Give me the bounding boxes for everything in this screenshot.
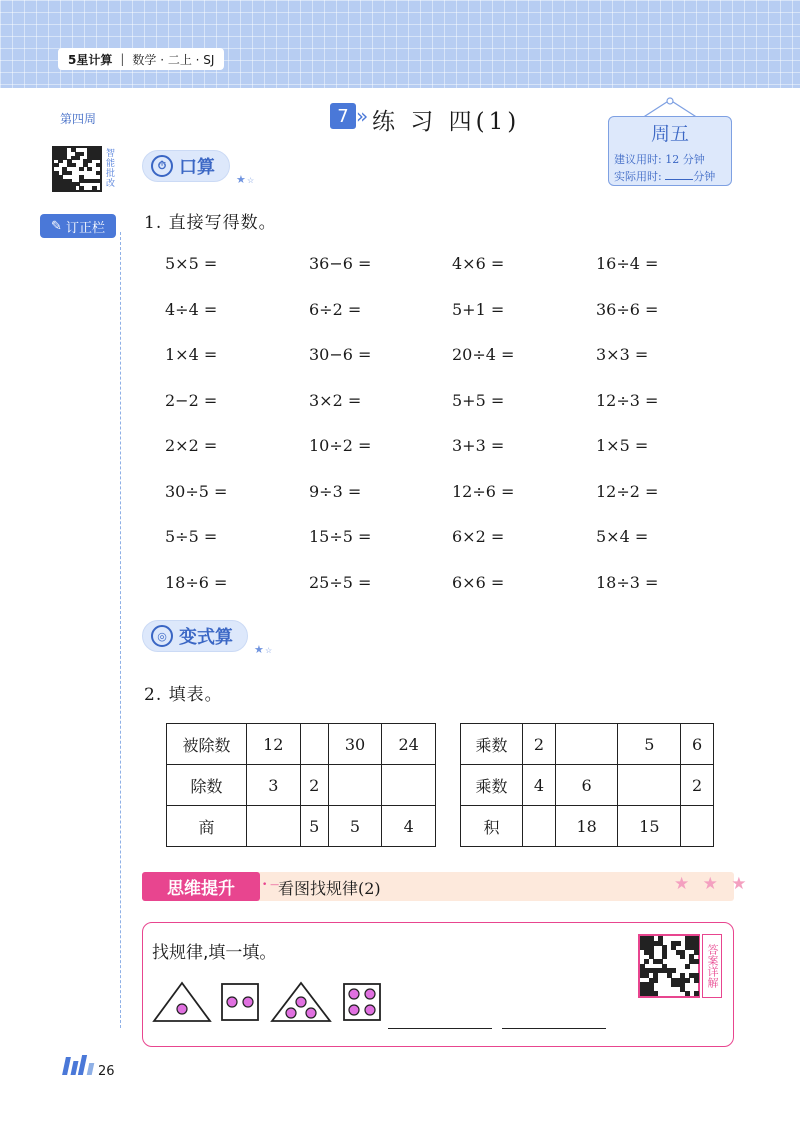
header-band: [0, 0, 800, 88]
answer-blank-2[interactable]: [502, 1028, 606, 1029]
calc-item: 3×2 =: [309, 390, 362, 410]
calc-item: 18÷3 =: [596, 572, 659, 592]
answer-blank-1[interactable]: [388, 1028, 492, 1029]
calc-item: 10÷2 =: [309, 436, 372, 455]
value-cell: 2: [681, 765, 714, 806]
section-tab-oral: [142, 150, 230, 182]
chevron-right-icon: »: [356, 104, 369, 128]
qr-module: [96, 179, 101, 183]
star-icon: ☆: [247, 176, 255, 185]
square-shape: [344, 984, 380, 1020]
series-divider: |: [120, 52, 125, 66]
row-header-cell: 积: [461, 806, 523, 847]
qr-module: [653, 991, 658, 996]
value-cell: 2: [523, 724, 556, 765]
qr-module: [71, 163, 76, 167]
calc-item: 2−2 =: [165, 390, 218, 410]
correction-divider: [120, 232, 121, 1028]
star-icon: ★: [254, 643, 264, 656]
dot: [349, 989, 359, 999]
dot: [306, 1008, 316, 1018]
qr-module: [54, 163, 59, 167]
books-icon: [64, 1055, 93, 1075]
pencil-icon: ✎: [51, 218, 62, 234]
value-cell: 30: [328, 724, 382, 765]
value-cell: 5: [300, 806, 328, 847]
calc-item: 3×3 =: [596, 345, 649, 364]
actual-time-suffix: 分钟: [693, 170, 716, 183]
division-table: [166, 723, 436, 847]
series-subject: 数学 · 二上 · SJ: [132, 52, 215, 67]
calc-item: 20÷4 =: [452, 345, 515, 364]
qr-module: [96, 156, 101, 160]
blank-cell[interactable]: [681, 806, 714, 847]
star-icon: ★: [236, 173, 246, 186]
blank-cell[interactable]: [618, 765, 681, 806]
qr-module: [67, 171, 72, 175]
qr-module: [96, 163, 101, 167]
calc-item: 36÷6 =: [596, 299, 659, 319]
star-icon: ☆: [265, 646, 273, 655]
calc-item: 12÷2 =: [596, 481, 659, 501]
value-cell: 15: [618, 806, 681, 847]
value-cell: 6: [681, 724, 714, 765]
correction-label-text: 订正栏: [65, 220, 105, 236]
qr-module: [685, 978, 690, 983]
calc-item: 6÷2 =: [309, 299, 362, 319]
qr-module: [685, 991, 690, 996]
row-header-cell: 除数: [167, 765, 247, 806]
qr-caption: 智能批改: [104, 148, 114, 188]
calc-item: 18÷6 =: [165, 572, 228, 592]
row-header-cell: 商: [167, 806, 247, 847]
dot: [365, 989, 375, 999]
value-cell: 24: [382, 724, 436, 765]
calc-item: 30÷5 =: [165, 481, 228, 501]
value-cell: 6: [555, 765, 618, 806]
value-cell: 5: [328, 806, 382, 847]
correction-column-label: [40, 214, 116, 238]
day-name: 周五: [650, 123, 689, 145]
lesson-number: 7: [330, 103, 356, 129]
dot: [296, 997, 306, 1007]
value-cell: 3: [247, 765, 301, 806]
qr-module: [685, 964, 690, 969]
qr-module: [75, 156, 80, 160]
row-header-cell: 被除数: [167, 724, 247, 765]
row-header-cell: 乘数: [461, 765, 523, 806]
blank-cell[interactable]: [247, 806, 301, 847]
calc-item: 1×5 =: [596, 436, 649, 455]
blank-cell[interactable]: [328, 765, 382, 806]
thinking-tag: 思维提升: [142, 872, 260, 901]
value-cell: 4: [523, 765, 556, 806]
qr-module: [671, 968, 676, 973]
blank-cell[interactable]: [382, 765, 436, 806]
blank-cell[interactable]: [300, 724, 328, 765]
series-name: 5星计算: [68, 52, 113, 67]
calc-item: 5×5 =: [165, 254, 218, 273]
actual-time: [614, 168, 715, 184]
blank-cell[interactable]: [555, 724, 618, 765]
target-icon: ◎: [151, 625, 173, 647]
qr-module: [676, 941, 681, 946]
triangle-shape: [154, 983, 210, 1021]
table-row: [167, 806, 436, 847]
qr-module: [653, 978, 658, 983]
value-cell: 18: [555, 806, 618, 847]
question-2-title: 2. 填表。: [144, 685, 223, 705]
suggested-time: 建议用时: 12 分钟: [614, 153, 705, 166]
pattern-figures: [152, 980, 392, 1024]
qr-module: [694, 950, 699, 955]
qr-module: [694, 959, 699, 964]
qr-module: [694, 991, 699, 996]
stopwatch-icon: ⏱: [151, 155, 173, 177]
value-cell: 5: [618, 724, 681, 765]
qr-module: [694, 978, 699, 983]
lesson-title: 练 习 四(1): [372, 109, 521, 135]
week-label: 第四周: [60, 112, 97, 126]
qr-module: [87, 167, 92, 171]
table-row: [461, 806, 714, 847]
calc-item: 12÷6 =: [452, 481, 515, 501]
calc-item: 36−6 =: [309, 254, 372, 273]
qr-module: [662, 954, 667, 959]
value-cell: 2: [300, 765, 328, 806]
blank-cell[interactable]: [523, 806, 556, 847]
value-cell: 12: [247, 724, 301, 765]
dot: [365, 1005, 375, 1015]
dot: [349, 1005, 359, 1015]
table-row: [167, 765, 436, 806]
qr-module: [79, 186, 84, 190]
series-label: [58, 48, 224, 70]
value-cell: 4: [382, 806, 436, 847]
multiplication-table: [460, 723, 714, 847]
dot: [286, 1008, 296, 1018]
calc-item: 15÷5 =: [309, 527, 372, 546]
calc-item: 2×2 =: [165, 436, 218, 455]
qr-module: [96, 171, 101, 175]
thinking-connector: • —: [262, 880, 280, 890]
qr-module: [79, 167, 84, 171]
calc-item: 5+1 =: [452, 299, 505, 319]
answer-explanation-label: 答案详解: [702, 934, 722, 998]
dot: [227, 997, 237, 1007]
calc-item: 16÷4 =: [596, 254, 659, 273]
qr-module: [644, 959, 649, 964]
table-row: [167, 724, 436, 765]
dot: [243, 997, 253, 1007]
answer-qr-code-icon[interactable]: [638, 934, 700, 998]
pattern-question: 找规律,填一填。: [152, 943, 277, 963]
table-row: [461, 724, 714, 765]
section-oral-label: 口算: [179, 157, 215, 178]
qr-code-icon[interactable]: [52, 146, 102, 192]
question-1-title: 1. 直接写得数。: [144, 213, 277, 233]
calc-item: 25÷5 =: [309, 572, 372, 592]
row-header-cell: 乘数: [461, 724, 523, 765]
actual-time-blank[interactable]: [665, 179, 693, 180]
calc-item: 5+5 =: [452, 390, 505, 410]
calc-item: 5÷5 =: [165, 527, 218, 546]
dot: [177, 1004, 187, 1014]
calc-item: 30−6 =: [309, 345, 372, 364]
qr-module: [92, 186, 97, 190]
table-row: [461, 765, 714, 806]
section-variant-label: 变式算: [179, 627, 233, 648]
calc-item: 4×6 =: [452, 254, 505, 273]
thinking-subtitle: 看图找规律(2): [278, 879, 381, 898]
calc-item: 9÷3 =: [309, 481, 362, 501]
actual-time-prefix: 实际用时:: [614, 170, 666, 183]
calc-item: 5×4 =: [596, 527, 649, 546]
difficulty-stars: ★ ★ ★: [674, 874, 751, 894]
calc-item: 4÷4 =: [165, 299, 218, 319]
qr-module: [680, 954, 685, 959]
calc-item: 6×2 =: [452, 527, 505, 546]
calc-item: 12÷3 =: [596, 390, 659, 410]
section-tab-variant: [142, 620, 248, 652]
day-card: [608, 116, 732, 186]
calc-item: 1×4 =: [165, 345, 218, 364]
page-number: 26: [98, 1064, 115, 1079]
qr-module: [71, 186, 76, 190]
calc-item: 3+3 =: [452, 436, 505, 455]
calc-item: 6×6 =: [452, 572, 505, 592]
